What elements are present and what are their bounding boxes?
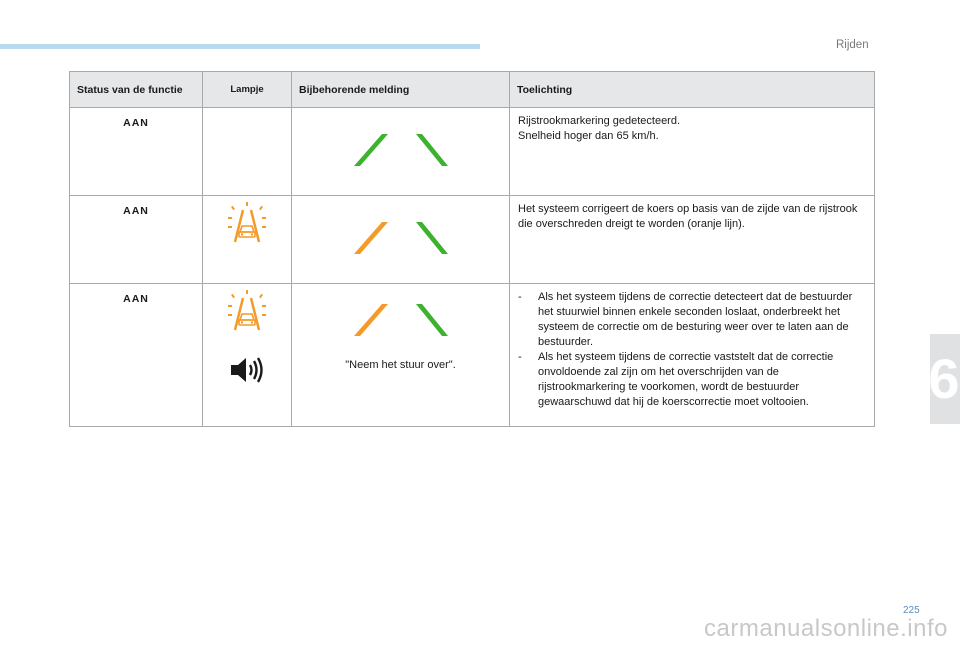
explanation-line: Rijstrookmarkering gedetecteerd. — [518, 115, 681, 127]
status-cell: AAN — [70, 284, 203, 427]
header-message: Bijbehorende melding — [292, 72, 510, 108]
explanation-cell — [510, 108, 875, 196]
header-explanation: Toelichting — [510, 72, 875, 108]
chapter-number: 6 — [928, 347, 960, 410]
lamp-cell — [203, 108, 292, 196]
lane-keep-assist-icon — [228, 202, 266, 244]
alert-message: "Neem het stuur over". — [345, 359, 456, 371]
function-status-table — [69, 71, 875, 427]
explanation-list — [518, 290, 866, 410]
right-lane-line — [416, 222, 448, 254]
status-cell: AAN — [70, 108, 203, 196]
explanation-line: Snelheid hoger dan 65 km/h. — [518, 130, 659, 142]
lamp-cell — [203, 196, 292, 284]
left-lane-line — [354, 134, 388, 166]
list-item: - Als het systeem tijdens de correctie vaststelt dat de correctie onvoldoende zal zijn om het overschrijden van de rijstrookmarkering te voorkomen, wordt de bestuurder gewaarschuwd dat hij de koerscorrectie moet voltooien. — [518, 351, 834, 408]
table-header-row — [70, 72, 875, 108]
top-accent-bar — [0, 44, 480, 49]
header-lamp: Lampje — [203, 72, 292, 108]
lane-lines-icon — [352, 302, 452, 338]
explanation-cell — [510, 284, 875, 427]
lane-lines-icon — [352, 132, 452, 168]
table-row — [70, 108, 875, 196]
left-lane-line — [354, 304, 388, 336]
lamp-cell — [203, 284, 292, 427]
lane-lines-icon — [352, 220, 452, 256]
section-title: Rijden — [836, 39, 869, 51]
speaker-icon — [229, 357, 265, 383]
right-lane-line — [416, 134, 448, 166]
message-cell — [292, 284, 510, 427]
table-row — [70, 196, 875, 284]
message-cell — [292, 108, 510, 196]
page-number: 225 — [903, 605, 920, 616]
message-cell — [292, 196, 510, 284]
explanation-cell — [510, 196, 875, 284]
explanation-line: Het systeem corrigeert de koers op basis van de zijde van de rijstrook die overschreden dreigt te worden (oranje lijn). — [518, 203, 858, 230]
right-lane-line — [416, 304, 448, 336]
lane-keep-assist-icon — [228, 290, 266, 332]
status-cell: AAN — [70, 196, 203, 284]
left-lane-line — [354, 222, 388, 254]
table-row — [70, 284, 875, 427]
list-item: - Als het systeem tijdens de correctie detecteert dat de bestuurder het stuurwiel binnen enkele seconden loslaat, onderbreekt het systeem de correctie om de besturing weer over te laten aan de bestuurder. — [518, 291, 853, 348]
header-status: Status van de functie — [70, 72, 203, 108]
chapter-tab — [930, 334, 960, 424]
watermark: carmanualsonline.info — [704, 615, 948, 642]
